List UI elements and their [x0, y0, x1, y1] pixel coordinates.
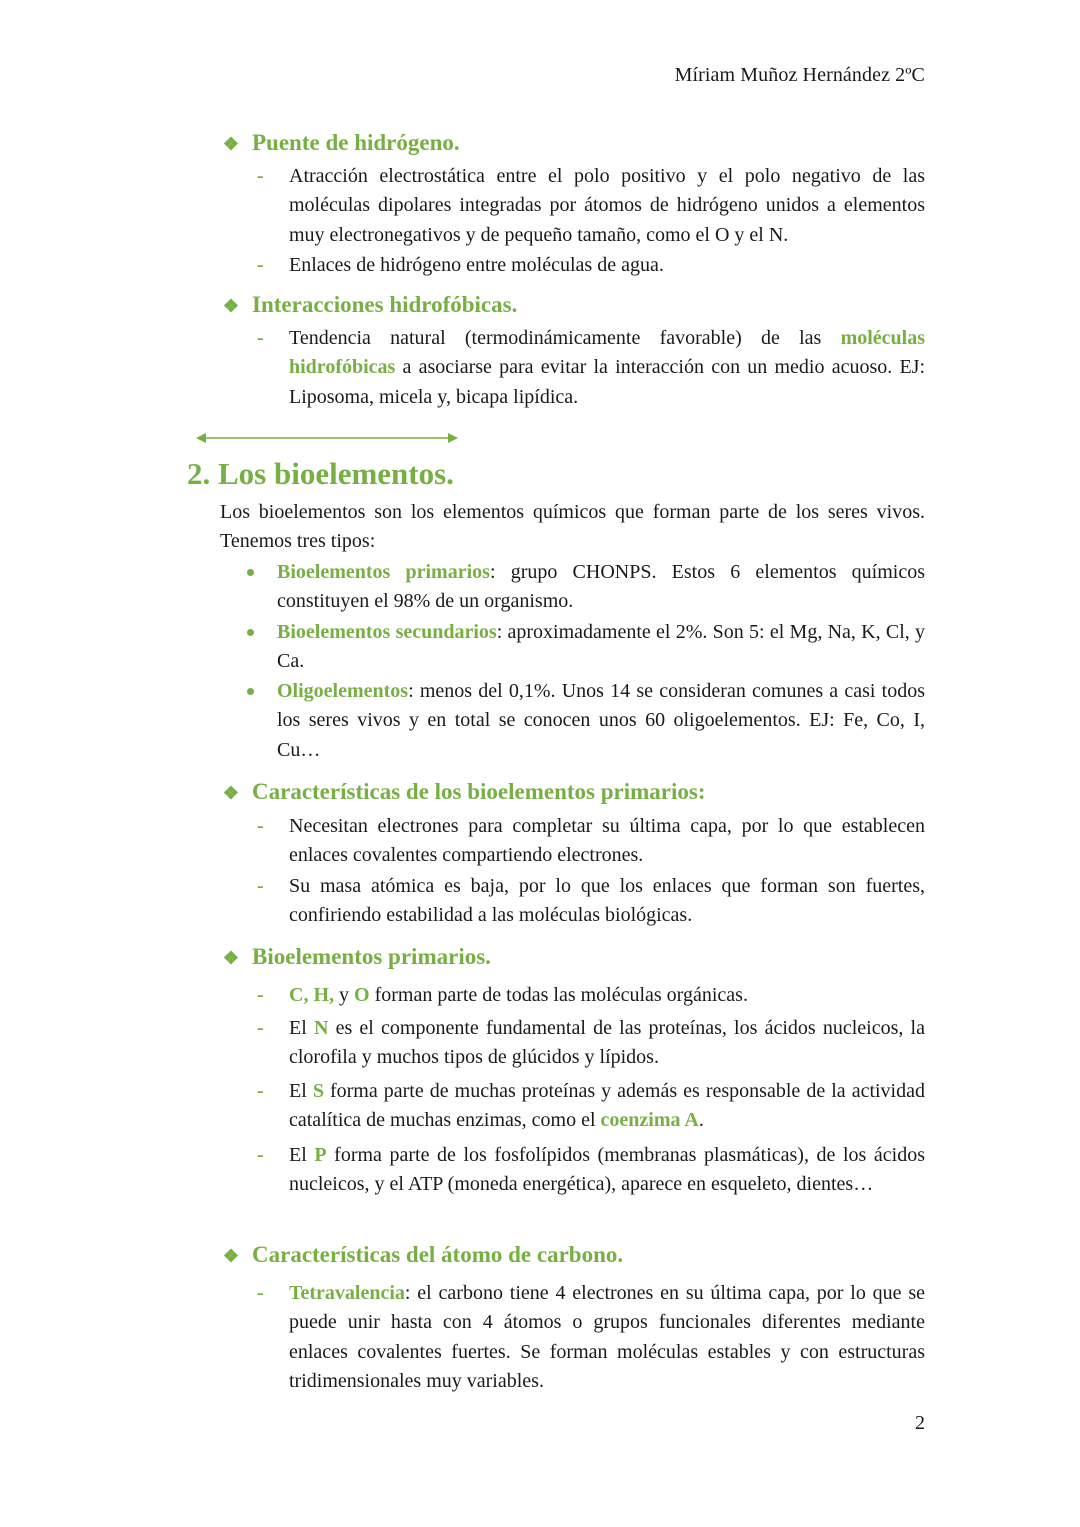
- section-heading-hydrophobic: ❖ Interacciones hidrofóbicas.: [220, 292, 517, 318]
- list-item: - C, H, y O forman parte de todas las moléculas orgánicas.: [289, 981, 925, 1010]
- dash-icon: -: [257, 1144, 264, 1166]
- bullet-icon: [247, 629, 254, 636]
- dash-icon: -: [257, 815, 264, 837]
- header-author: Míriam Muñoz Hernández 2ºC: [674, 64, 925, 86]
- bullet-icon: [247, 688, 254, 695]
- list-item: - Atracción electrostática entre el polo positivo y el polo negativo de las moléculas dipolares integradas por átomos de hidrógeno unidos a elementos muy electronegativos y de pequeño tamaño, como el O y el N.: [289, 162, 925, 250]
- dash-icon: -: [257, 1017, 264, 1039]
- list-item: - El S forma parte de muchas proteínas y además es responsable de la actividad catalítica de muchas enzimas, como el coenzima A.: [289, 1077, 925, 1136]
- list-item: - Su masa atómica es baja, por lo que los enlaces que forman son fuertes, confiriendo estabilidad a las moléculas biológicas.: [289, 872, 925, 931]
- list-item: - Tetravalencia: el carbono tiene 4 electrones en su última capa, por lo que se puede unir hasta con 4 átomos o grupos funcionales diferentes mediante enlaces covalentes fuertes. Se forman moléculas estables y con estructuras tridimensionales muy variables.: [289, 1279, 925, 1396]
- list-item: - El P forma parte de los fosfolípidos (membranas plasmáticas), de los ácidos nucleicos, y el ATP (moneda energética), aparece en esqueleto, dientes…: [289, 1141, 925, 1200]
- dash-icon: -: [257, 254, 264, 276]
- diamond-icon: ❖: [222, 134, 240, 154]
- dash-icon: -: [257, 1080, 264, 1102]
- dash-icon: -: [257, 984, 264, 1006]
- section-heading-primary-characteristics: ❖ Características de los bioelementos primarios:: [220, 779, 706, 805]
- section-heading-hydrogen-bond: ❖ Puente de hidrógeno.: [220, 130, 460, 156]
- list-item: - Necesitan electrones para completar su última capa, por lo que establecen enlaces covalentes compartiendo electrones.: [289, 812, 925, 871]
- dash-icon: -: [257, 165, 264, 187]
- bullet-icon: [247, 569, 254, 576]
- section-title-bioelements: 2. Los bioelementos.: [187, 456, 454, 491]
- diamond-icon: ❖: [222, 948, 240, 968]
- diamond-icon: ❖: [222, 783, 240, 803]
- list-item: - Enlaces de hidrógeno entre moléculas de agua.: [289, 251, 925, 280]
- double-arrow-icon: [196, 431, 458, 445]
- list-item: Bioelementos primarios: grupo CHONPS. Estos 6 elementos químicos constituyen el 98% de un organismo.: [277, 558, 925, 617]
- page-number: 2: [915, 1412, 925, 1434]
- dash-icon: -: [257, 327, 264, 349]
- section-heading-primary: ❖ Bioelementos primarios.: [220, 944, 491, 970]
- list-item: - El N es el componente fundamental de las proteínas, los ácidos nucleicos, la clorofila y muchos tipos de glúcidos y lípidos.: [289, 1014, 925, 1073]
- intro-paragraph: Los bioelementos son los elementos químicos que forman parte de los seres vivos. Tenemos tres tipos:: [220, 501, 925, 553]
- list-item: Bioelementos secundarios: aproximadamente el 2%. Son 5: el Mg, Na, K, Cl, y Ca.: [277, 618, 925, 677]
- section-heading-carbon: ❖ Características del átomo de carbono.: [220, 1242, 623, 1268]
- dash-icon: -: [257, 875, 264, 897]
- diamond-icon: ❖: [222, 1246, 240, 1266]
- list-item: - Tendencia natural (termodinámicamente favorable) de las moléculas hidrofóbicas a asociarse para evitar la interacción con un medio acuoso. EJ: Liposoma, micela y, bicapa lipídica.: [289, 324, 925, 412]
- diamond-icon: ❖: [222, 296, 240, 316]
- dash-icon: -: [257, 1282, 264, 1304]
- list-item: Oligoelementos: menos del 0,1%. Unos 14 se consideran comunes a casi todos los seres vivos y en total se conocen unos 60 oligoelementos. EJ: Fe, Co, I, Cu…: [277, 677, 925, 765]
